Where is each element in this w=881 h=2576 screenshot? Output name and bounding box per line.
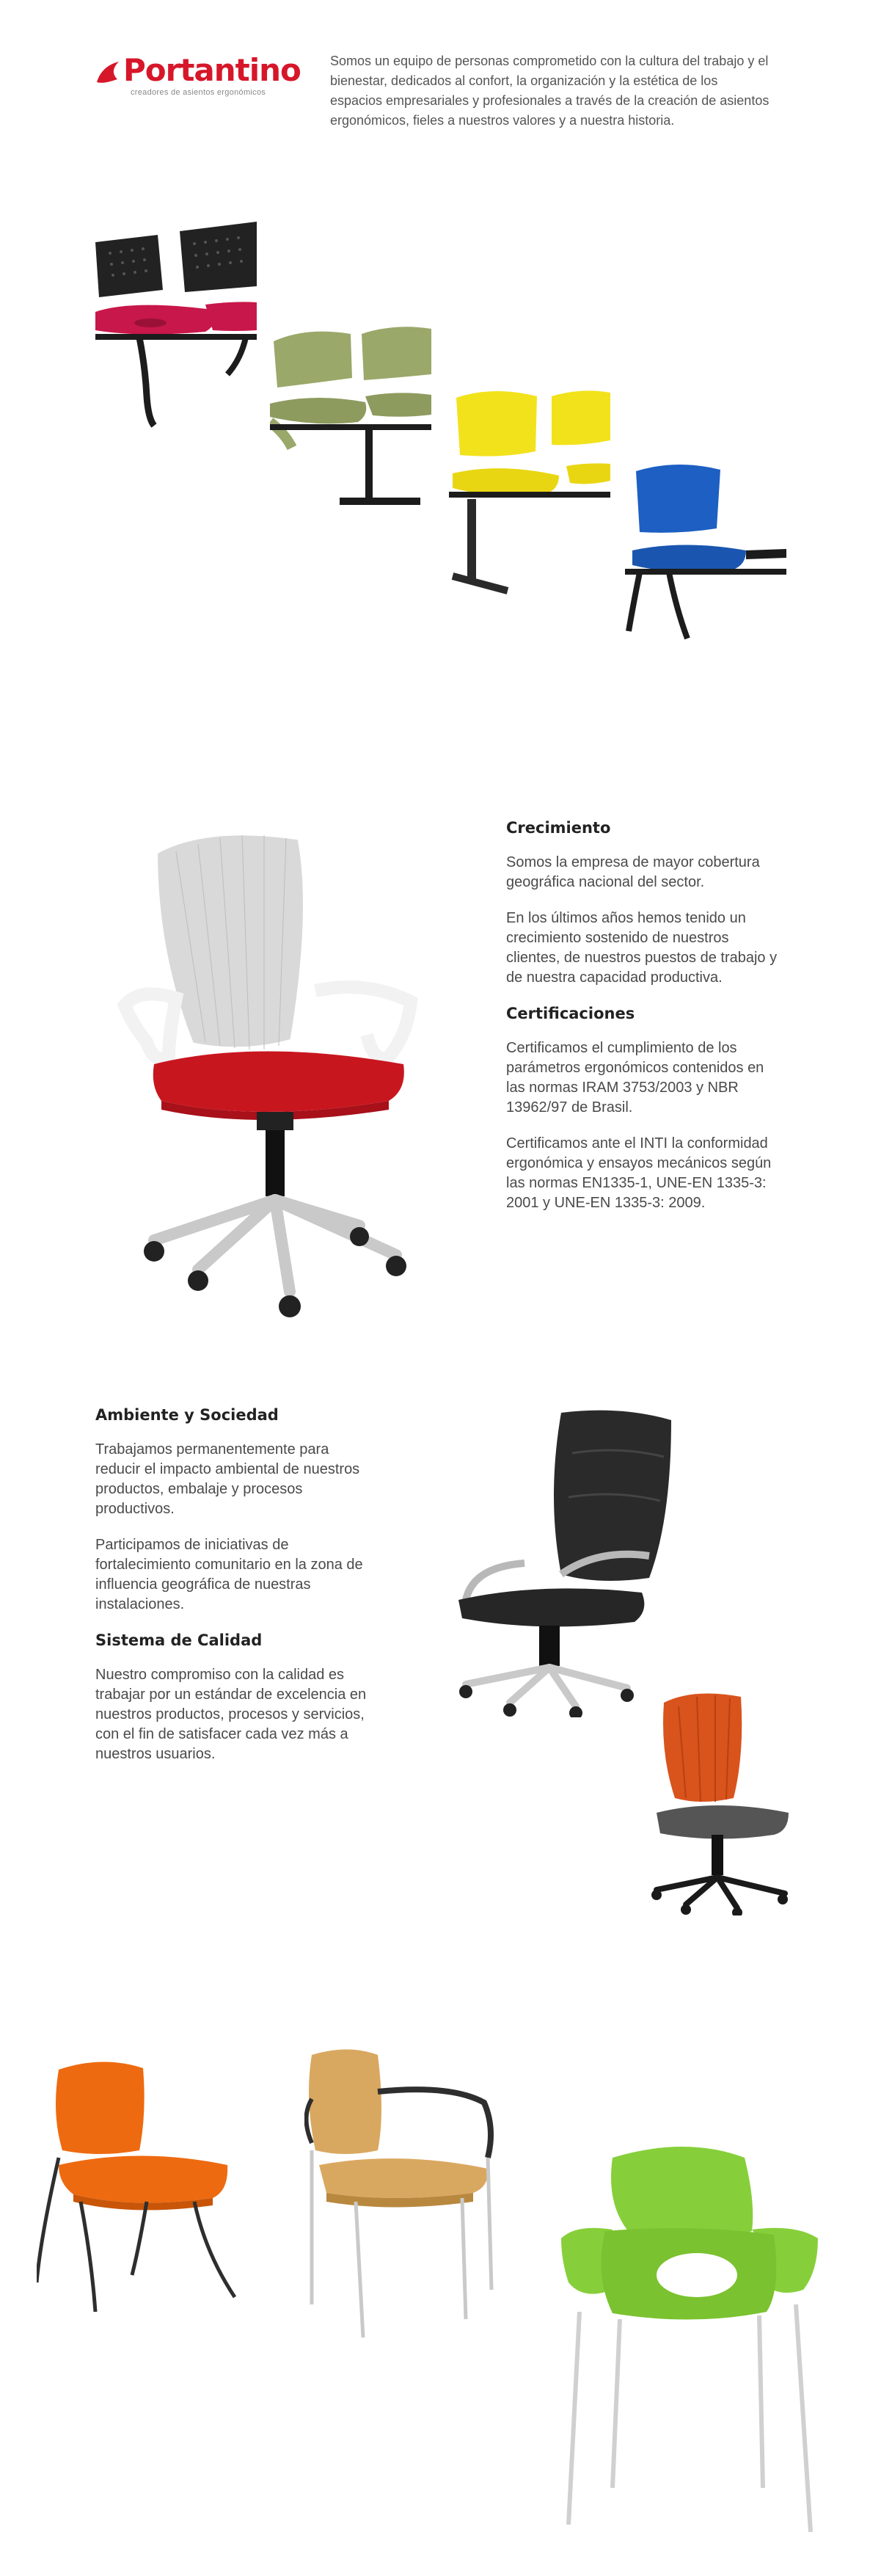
- bench-chair-blue-image: [625, 462, 786, 661]
- task-chair-orange-mesh-image: [642, 1688, 789, 1915]
- armchair-tan-image: [304, 2048, 502, 2341]
- calidad-paragraph-1: Nuestro compromiso con la calidad es trabajar por un estándar de excelencia en nuestros productos, procesos y servicios, con el fin de satisfacer cada vez más a nuestros usuarios.: [95, 1667, 367, 1762]
- calidad-heading: Sistema de Calidad: [95, 1631, 263, 1649]
- certificaciones-paragraph-1: Certificamos el cumplimiento de los parámetros ergonómicos contenidos en las normas IRAM 3753/2003 y NBR 13962/97 de Brasil.: [506, 1040, 764, 1116]
- crecimiento-certificaciones-block: [506, 818, 785, 1229]
- guest-chair-orange-image: [37, 2055, 242, 2326]
- crecimiento-paragraph-1: Somos la empresa de mayor cobertura geográfica nacional del sector.: [506, 854, 760, 890]
- plastic-chair-green-image: [561, 2143, 825, 2539]
- logo-swoosh-icon: [95, 57, 125, 87]
- mesh-office-chair-image: [110, 822, 440, 1321]
- brand-logo[interactable]: [95, 51, 301, 103]
- brand-tagline: creadores de asientos ergonómicos: [131, 88, 266, 97]
- ambiente-paragraph-1: Trabajamos permanentemente para reducir el impacto ambiental de nuestros productos, embalaje y procesos productivos.: [95, 1441, 360, 1517]
- bench-chair-yellow-image: [449, 389, 610, 594]
- certificaciones-heading: Certificaciones: [506, 1005, 635, 1022]
- ambiente-calidad-block: [95, 1405, 374, 1780]
- bench-chair-red-image: [95, 220, 257, 462]
- brand-name: Portantino: [123, 52, 301, 88]
- bench-chair-green-image: [270, 323, 431, 506]
- executive-chair-black-image: [451, 1409, 686, 1717]
- intro-text: Somos un equipo de personas comprometido con la cultura del trabajo y el bienestar, dedicados al confort, la organización y la estética de los espacios empresariales y profesionales a través de la creación de asientos ergonómicos, fieles a nuestros valores y a nuestra historia.: [330, 54, 769, 128]
- ambiente-paragraph-2: Participamos de iniciativas de fortalecimiento comunitario en la zona de influencia geográfica de nuestras instalaciones.: [95, 1537, 363, 1612]
- certificaciones-paragraph-2: Certificamos ante el INTI la conformidad ergonómica y ensayos mecánicos según las normas EN1335-1, UNE-EN 1335-3: 2001 y UNE-EN 1335-3: 2009.: [506, 1135, 772, 1211]
- crecimiento-paragraph-2: En los últimos años hemos tenido un crecimiento sostenido de nuestros clientes, de nuestros puestos de trabajo y de nuestra capacidad productiva.: [506, 910, 778, 986]
- crecimiento-heading: Crecimiento: [506, 819, 611, 837]
- ambiente-heading: Ambiente y Sociedad: [95, 1406, 279, 1424]
